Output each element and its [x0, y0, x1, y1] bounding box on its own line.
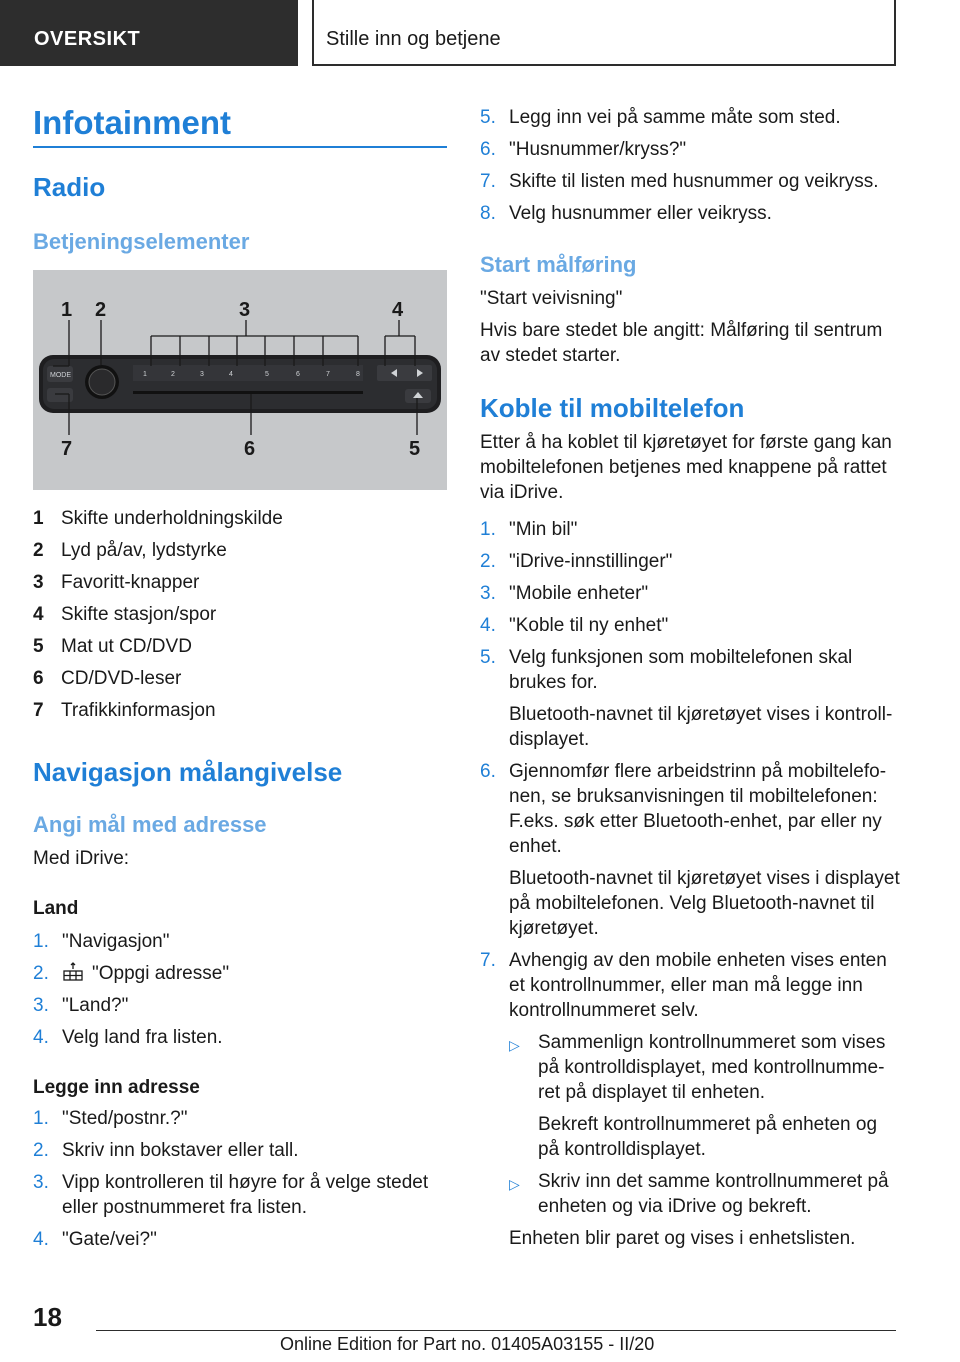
section-tab[interactable]: OVERSIKT — [0, 0, 298, 66]
radio-panel-figure — [33, 270, 447, 490]
fav-3-label: 3 — [200, 371, 204, 378]
callout-3: 3 — [239, 299, 251, 321]
callout-1: 1 — [61, 299, 73, 321]
country-steps — [33, 929, 447, 1057]
idrive-intro: Med iDrive: — [33, 848, 130, 869]
callout-6: 6 — [244, 438, 256, 460]
legend-item: 1 Skifte underholdningskilde — [33, 508, 283, 529]
list-item: 8. Velg husnummer eller veikryss. — [480, 203, 772, 224]
address-steps — [33, 1106, 447, 1259]
page-number: 18 — [33, 1302, 62, 1332]
bullet-triangle-icon: ▷ — [509, 1176, 520, 1192]
connect-phone-steps — [480, 517, 900, 1258]
list-item: 1. "Sted/postnr.?" — [33, 1108, 188, 1129]
list-item: 7. Skifte til listen med husnummer og veikryss. — [480, 171, 879, 192]
list-item: 6. "Husnummer/kryss?" — [480, 139, 687, 160]
list-item: 1. "Navigasjon" — [33, 931, 170, 952]
list-item: 2. "iDrive-innstillinger" — [480, 551, 673, 572]
fav-2-label: 2 — [171, 371, 175, 378]
start-guidance-command: "Start veivisning" — [480, 288, 623, 309]
enter-address-heading: Legge inn adresse — [33, 1077, 200, 1098]
legend-item: 4 Skifte stasjon/spor — [33, 604, 217, 625]
list-item: 6. Gjennomfør flere arbeidstrinn på mobiltelefonen, se bruksanvisningen til mobiltelefonen: F.eks. søk etter Bluetooth-enhet, par eller ny enhet. Bluetooth-navnet til kjøretøyet vises i displayet på mobiltelefonen. Velg Bluetooth-navnet til kjøretøyet. — [480, 761, 900, 939]
address-destination-heading: Angi mål med adresse — [33, 812, 267, 837]
legend-item: 3 Favoritt-knapper — [33, 572, 200, 593]
footer-divider — [96, 1330, 896, 1331]
list-item: 5. Velg funksjonen som mobiltelefonen skal brukes for. Bluetooth-navnet til kjøretøyet vises i kontrolldisplayet. — [480, 647, 893, 750]
country-heading: Land — [33, 898, 79, 919]
list-item: 5. Legg inn vei på samme måte som sted. — [480, 107, 841, 128]
legend-item: 7 Trafikkinformasjon — [33, 700, 216, 721]
list-item: 3. "Mobile enheter" — [480, 583, 649, 604]
start-guidance-heading: Start målføring — [480, 252, 637, 277]
fav-7-label: 7 — [326, 371, 330, 378]
fav-6-label: 6 — [296, 371, 300, 378]
address-grid-icon — [62, 962, 84, 982]
sub-list-item: ▷ Sammenlign kontrollnummeret som vises på kontrolldisplayet, med kontrollnummeret på displayet til enheten. Bekreft kontrollnummeret på enheten og på kontrolldisplayet. — [509, 1032, 886, 1160]
navigation-heading: Navigasjon målangivelse — [33, 757, 343, 787]
list-item: 2. Skriv inn bokstaver eller tall. — [33, 1140, 299, 1161]
list-item: 4. "Koble til ny enhet" — [480, 615, 669, 636]
radio-panel-illustration — [33, 270, 447, 490]
list-item: 7. Avhengig av den mobile enheten vises enten et kontrollnummer, eller man må legge inn kontrollnummeret selv. ▷ Sammenlign kontrollnummeret som vises på kontrolldisplayet, med kontrollnummeret på displayet til enheten. Bekreft kontrollnummeret på enheten og på kontrolldisplayet. ▷ Skriv inn det samme kontrollnummeret på enheten og via iDrive og bekreft. Enheten blir paret og vises i enhetslisten. — [480, 948, 900, 1251]
list-item: 4. Velg land fra listen. — [33, 1027, 223, 1048]
page-title: Infotainment — [33, 104, 231, 141]
fav-5-label: 5 — [265, 371, 269, 378]
fav-4-label: 4 — [229, 371, 233, 378]
list-item: 4. "Gate/vei?" — [33, 1229, 157, 1250]
connect-phone-heading: Koble til mobiltelefon — [480, 393, 745, 423]
title-divider — [33, 146, 447, 148]
bullet-triangle-icon: ▷ — [509, 1037, 520, 1053]
legend-item: 2 Lyd på/av, lydstyrke — [33, 540, 227, 561]
controls-legend — [33, 503, 447, 727]
start-guidance-note: Hvis bare stedet ble angitt: Målføring til sentrum av stedet starter. — [480, 320, 883, 366]
list-item: 3. "Land?" — [33, 995, 129, 1016]
callout-7: 7 — [61, 438, 73, 460]
legend-item: 5 Mat ut CD/DVD — [33, 636, 192, 657]
sub-list-item: ▷ Skriv inn det samme kontrollnummeret på enheten og via iDrive og bekreft. — [509, 1171, 889, 1217]
list-item: 3. Vipp kontrolleren til høyre for å velge stedet eller postnummeret fra listen. — [33, 1172, 429, 1218]
mode-button-label: MODE — [50, 372, 71, 379]
list-item: 1. "Min bil" — [480, 519, 578, 540]
chapter-tab[interactable]: Stille inn og betjene — [312, 0, 896, 66]
connect-phone-intro: Etter å ha koblet til kjøretøyet for første gang kan mobiltelefonen betjenes med knappene på rattet via iDrive. — [480, 432, 892, 503]
legend-item: 6 CD/DVD-leser — [33, 668, 182, 689]
callout-2: 2 — [95, 299, 107, 321]
callout-5: 5 — [409, 438, 421, 460]
radio-heading: Radio — [33, 172, 106, 202]
callout-4: 4 — [392, 299, 404, 321]
fav-8-label: 8 — [356, 371, 360, 378]
controls-heading: Betjeningselementer — [33, 229, 250, 254]
edition-info: Online Edition for Part no. 01405A03155 - II/20 — [280, 1334, 655, 1354]
page-header — [0, 0, 960, 66]
address-steps-continued — [480, 105, 900, 233]
list-item: 2. "Oppgi adresse" — [33, 963, 230, 984]
fav-1-label: 1 — [143, 371, 147, 378]
